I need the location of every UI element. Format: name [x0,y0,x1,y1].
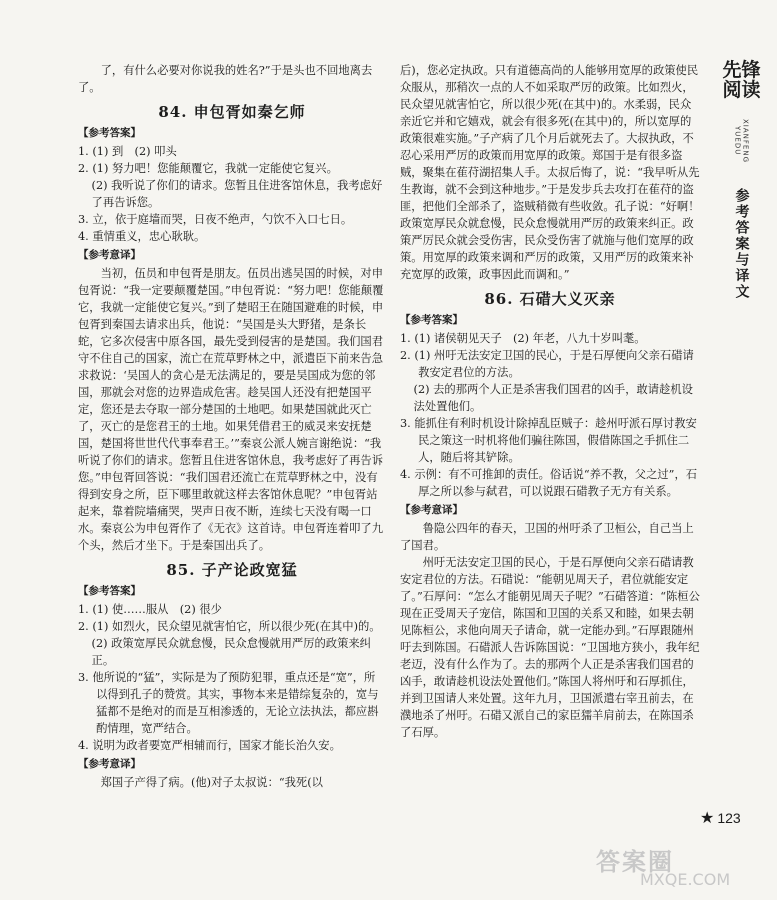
section-85-translation-label: 【参考意译】 [78,758,141,770]
answer-item: (2) 去的那两个人正是杀害我们国君的凶手，敢请趁机设法处置他们。 [413,383,693,413]
sidebar [714,60,769,300]
section-86-translation-para: 鲁隐公四年的春天，卫国的州吁杀了卫桓公，自己当上了国君。 [400,522,694,552]
answer-item: 4. 示例：有不可推卸的责任。俗话说“养不教，父之过”，石厚之所以参与弑君，可以说跟石碏教子无方有关系。 [400,468,698,498]
section-84-answers-label: 【参考答案】 [78,127,141,139]
answer-item: 1. (1) 到 (2) 叩头 [78,145,177,158]
answer-item: 3. 他所说的“猛”，实际是为了预防犯罪，重点还是“宽”，所以得到孔子的赞赏。其实，事物本来是错综复杂的，宽与猛都不是绝对的而是互相渗透的，无论立法执法，都应斟酌情理，宽严结合。 [78,671,379,735]
section-vertical-label: 参考答案与译文 [733,188,750,300]
answer-item: 3. 能抓住有利时机设计除掉乱臣贼子：趁州吁派石厚讨教安民之策这一时机将他们骗往陈国，假借陈国之手抓住二人，随后将其铲除。 [400,417,697,464]
answer-item: 4. 重情重义，忠心耿耿。 [78,230,206,243]
section-85-title: 85. 子产论政宽猛 [166,561,298,579]
section-84-translation: 当初，伍员和申包胥是朋友。伍员出逃吴国的时候，对申包胥说：“我一定要颠覆楚国。”申包胥说：“努力吧！您能颠覆它，我就一定能使它复兴。”到了楚昭王在随国避难的时候，申包胥到秦国去请求出兵，他说：“吴国是头大野猪，是条长蛇，它多次侵害中原各国，最先受到侵害的是楚国。我们国君守不住自己的国家，流亡在荒草野林之中，派遣臣下前来告急求救说：‘吴国人的贪心是无法满足的，要是吴国成为您的邻国，那就会对您的边界造成危害。趁吴国人还没有把楚国平定，您还是去夺取一部分楚国的土地吧。如果楚国就此灭亡了，灭亡的是您君王的土地。如果凭借君王的威灵来安抚楚国，楚国将世世代代事奉君王。’”秦哀公派人婉言谢绝说：“我听说了你们的请求。您暂且住进客馆休息，我考虑好了再告诉您。”申包胥回答说：“我们国君还流亡在荒草野林之中，没有得到安身之所，臣下哪里敢就这样去客馆休息呢？”申包胥站起来，靠着院墙痛哭，哭声日夜不断，连续七天没有喝一口水。秦哀公为申包胥作了《无衣》这首诗。申包胥连着叩了九个头，然后才坐下。于是秦国出兵了。 [78,267,384,552]
intro-paragraph: 了，有什么必要对你说我的姓名?”于是头也不回地离去了。 [78,64,373,94]
page-footer [700,808,741,828]
right-column [400,62,700,741]
answer-item: (2) 我听说了你们的请求。您暂且住进客馆休息，我考虑好了再告诉您。 [91,179,383,209]
answer-item: 3. 立，依于庭墙而哭，日夜不绝声，勺饮不入口七日。 [78,213,353,226]
section-86-translation-label: 【参考意译】 [400,504,463,516]
watermark-url: MXQE.COM [640,870,731,889]
section-85-translation-continued: 后)，您必定执政。只有道德高尚的人能够用宽厚的政策使民众服从，那稍次一点的人不如采取严厉的政策。比如烈火，民众望见就害怕它，所以很少死(在其中)的。水柔弱，民众亲近它并和它嬉戏，就会有很多死(在其中)的，所以宽厚的政策很难实施。”子产病了几个月后就死去了。大叔执政，不忍心采用严厉的政策而用宽厚的政策。郑国于是有很多盗贼，聚集在萑苻湖招集人手。太叔后悔了，说：“我早听从先生教诲，就不会到这种地步。”于是发步兵去攻打在萑苻的盗匪，把他们全部杀了，盗贼稍微有些收敛。孔子说：“好啊！政策宽厚民众就怠慢，民众怠慢就用严厉的政策来纠正。政策严厉民众就会受伤害，民众受伤害了就施与他们宽厚的政策。用宽厚的政策来调和严厉的政策，又用严厉的政策来补充宽厚的政策，政事因此而调和。” [400,64,700,281]
answer-item: 1. (1) 诸侯朝见天子 (2) 年老，八九十岁叫耄。 [400,332,646,345]
answer-item: 4. 说明为政者要宽严相辅而行，国家才能长治久安。 [78,739,341,752]
section-86-answers-label: 【参考答案】 [400,314,463,326]
brand-title-line2: 阅读 [722,79,761,101]
section-84-translation-label: 【参考意译】 [78,249,141,261]
star-icon: ★ [700,810,715,827]
section-86-title: 86. 石碏大义灭亲 [484,290,616,308]
section-84-title: 84. 申包胥如秦乞师 [158,103,306,121]
page-number: 123 [717,810,741,826]
left-column [78,62,386,791]
brand-pinyin: XIANFENG YUEDU [733,119,750,163]
section-85-translation: 郑国子产得了病。(他)对子太叔说：“我死(以 [100,776,323,789]
watermark-text: 答案圈 [596,848,674,876]
section-86-translation-para: 州吁无法安定卫国的民心，于是石厚便向父亲石碏请教安定君位的方法。石碏说：“能朝见周天子，君位就能安定了。”石厚问：“怎么才能朝见周天子呢？”石碏答道：“陈桓公现在正受周天子宠信，陈国和卫国的关系又和睦，如果去朝见陈桓公，求他向周天子请命，就一定能办到。”石厚跟随州吁去到陈国。石碏派人告诉陈国说：“卫国地方狭小，我年纪老迈，没有什么作为了。去的那两个人正是杀害我们国君的凶手，敢请趁机设法处置他们。”陈国人将州吁和石厚抓住，并到卫国请人来处置。这年九月，卫国派遣右宰丑前去，在濮地杀了州吁。石碏又派自己的家臣獳羊肩前去，在陈国杀了石厚。 [400,556,700,739]
answer-item: 1. (1) 使……服从 (2) 很少 [78,603,222,616]
answer-item: 2. (1) 努力吧！您能颠覆它，我就一定能使它复兴。 [78,162,338,175]
answer-item: 2. (1) 如烈火，民众望见就害怕它，所以很少死(在其中)的。 [78,620,381,633]
section-85-answers-label: 【参考答案】 [78,585,141,597]
answer-item: (2) 政策宽厚民众就怠慢，民众怠慢就用严厉的政策来纠正。 [91,637,371,667]
brand-title-line1: 先锋 [722,59,761,81]
answer-item: 2. (1) 州吁无法安定卫国的民心，于是石厚便向父亲石碏请教安定君位的方法。 [400,349,694,379]
